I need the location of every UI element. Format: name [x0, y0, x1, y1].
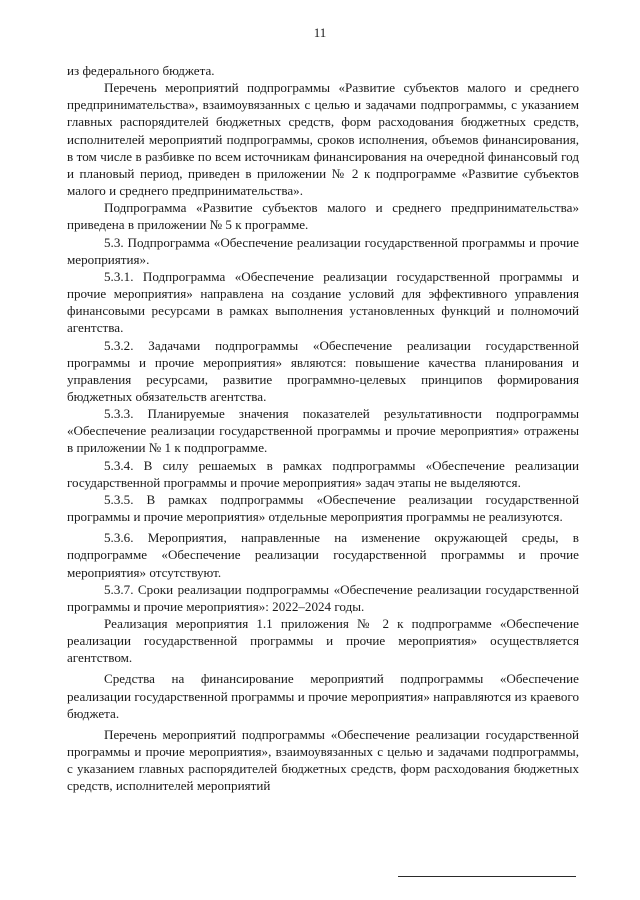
paragraph-measure-1-1: Реализация мероприятия 1.1 приложения № 2 к подпрограмме «Обеспечение реализации государственной программы и прочие мероприятия» осуществляется агентством. — [67, 616, 579, 666]
paragraph-5-3-3: 5.3.3. Планируемые значения показателей результативности подпрограммы «Обеспечение реализации государственной программы и прочие мероприятия» отражены в приложении № 1 к подпрограмме. — [67, 406, 579, 456]
paragraph-measures-list-support: Перечень мероприятий подпрограммы «Обеспечение реализации государственной программы и прочие мероприятия», взаимоувязанных с целью и задачами подпрограммы, с указанием главных распорядителей бюджетных средств, форм расходования бюджетных средств, исполнителей мероприятий — [67, 726, 579, 794]
paragraph-5-3-1: 5.3.1. Подпрограмма «Обеспечение реализации государственной программы и прочие мероприятия» направлена на создание условий для эффективного управления финансовыми ресурсами в рамках выполнения установленных функций и полномочий агентства. — [67, 268, 579, 336]
paragraph-5-3-4: 5.3.4. В силу решаемых в рамках подпрограммы «Обеспечение реализации государственной программы и прочие мероприятия» задач этапы не выделяются. — [67, 457, 579, 490]
paragraph-sme-measures-list: Перечень мероприятий подпрограммы «Развитие субъектов малого и среднего предпринимательства», взаимоувязанных с целью и задачами подпрограммы, с указанием главных распорядителей бюджетных средств, форм расходования бюджетных средств, исполнителей мероприятий подпрограммы, сроков исполнения, объемов финансирования, в том числе в разбивке по всем источникам финансирования на очередной финансовый год и плановый период, приведен в приложении № 2 к подпрограмме «Развитие субъектов малого и среднего предпринимательства». — [67, 80, 579, 199]
footer-rule — [398, 876, 576, 877]
paragraph-5-3-7: 5.3.7. Сроки реализации подпрограммы «Обеспечение реализации государственной программы и прочие мероприятия»: 2022–2024 годы. — [67, 581, 579, 614]
page-number: 11 — [313, 25, 327, 40]
section-heading-5-3: 5.3. Подпрограмма «Обеспечение реализации государственной программы и прочие мероприятия». — [67, 234, 579, 267]
paragraph-sme-subprogram-ref: Подпрограмма «Развитие субъектов малого и среднего предпринимательства» приведена в приложении № 5 к программе. — [67, 200, 579, 233]
paragraph-5-3-6: 5.3.6. Мероприятия, направленные на изменение окружающей среды, в подпрограмме «Обеспечение реализации государственной программы и прочие мероприятия» отсутствуют. — [67, 530, 579, 580]
paragraph-5-3-2: 5.3.2. Задачами подпрограммы «Обеспечение реализации государственной программы и прочие мероприятия» являются: повышение качества планирования и управления ресурсами, развитие программно-целевых принципов формирования бюджетных обязательств агентства. — [67, 337, 579, 404]
page-body — [67, 62, 579, 795]
paragraph-budget-source: из федерального бюджета. — [67, 63, 215, 78]
paragraph-5-3-5: 5.3.5. В рамках подпрограммы «Обеспечение реализации государственной программы и прочие мероприятия» отдельные мероприятия программы не реализуются. — [67, 491, 579, 525]
paragraph-financing-source: Средства на финансирование мероприятий подпрограммы «Обеспечение реализации государственной программы и прочие мероприятия» направляются из краевого бюджета. — [67, 671, 579, 721]
